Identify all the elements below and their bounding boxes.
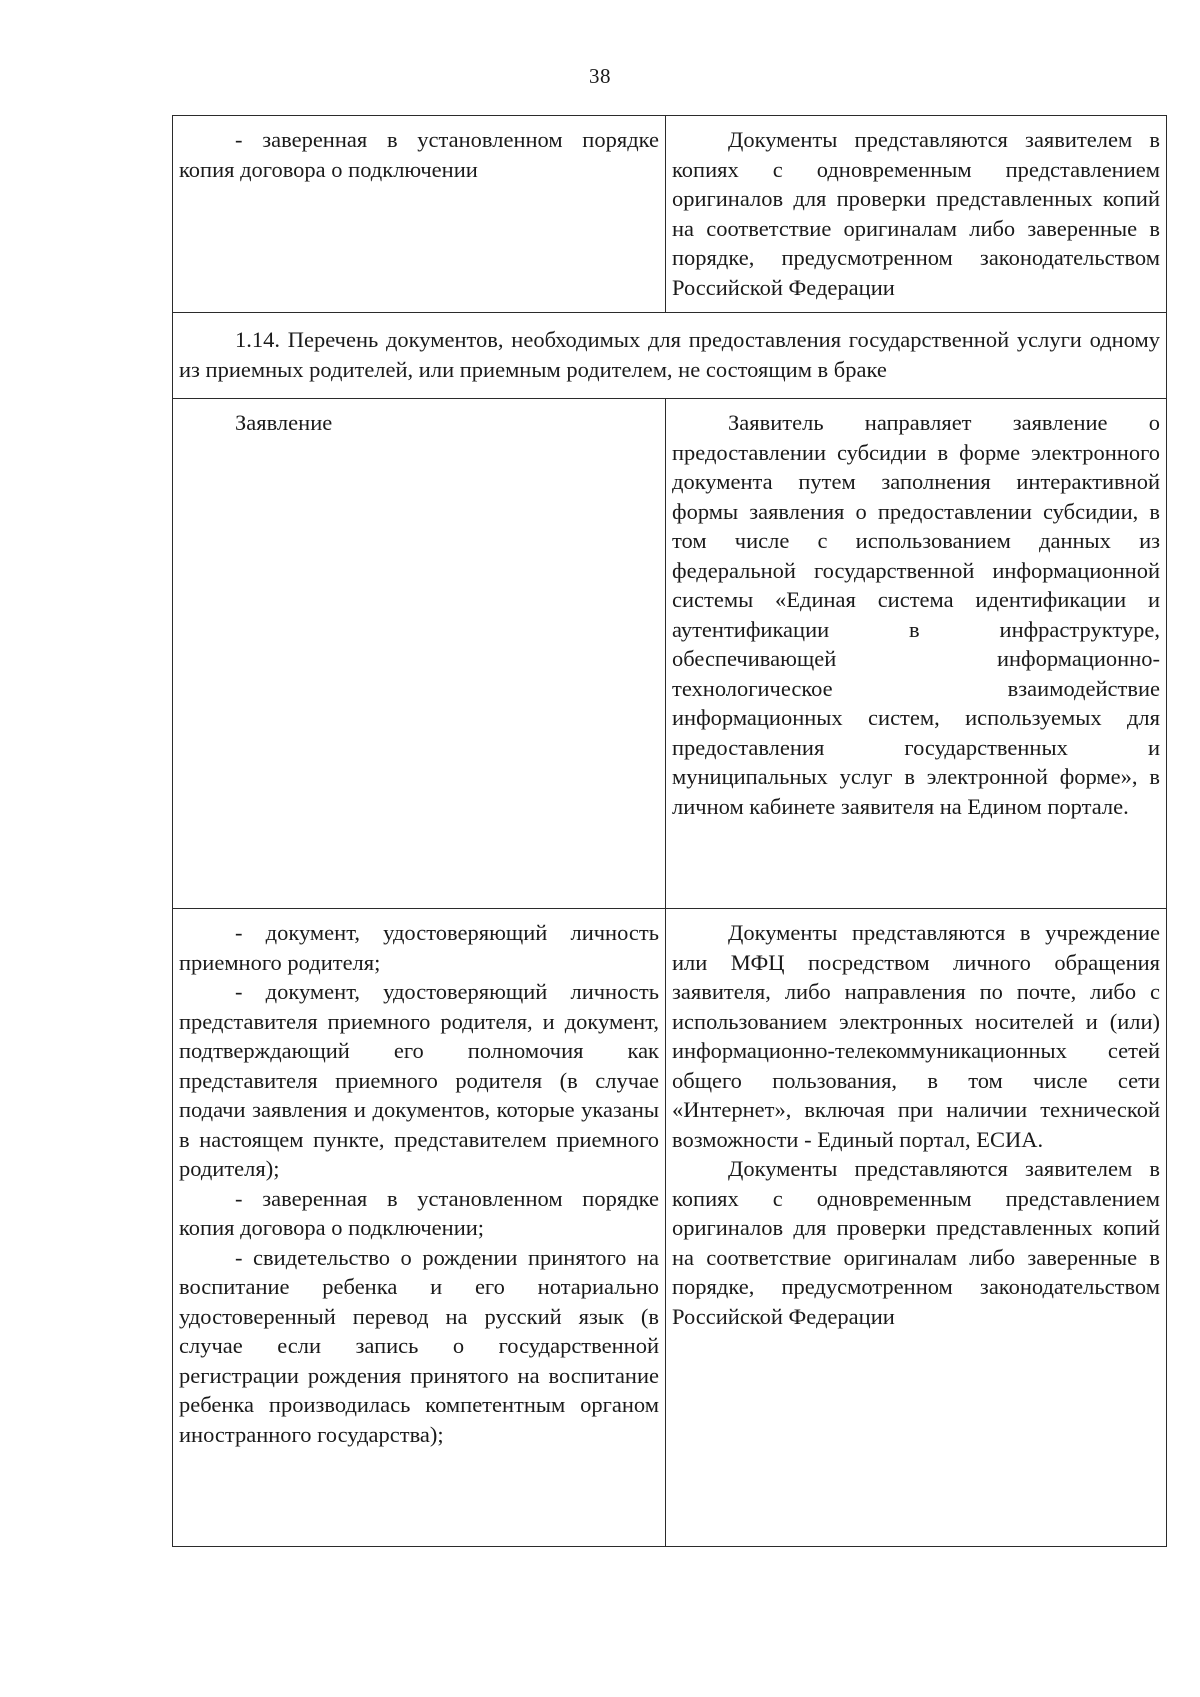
cell-paragraph: - свидетельство о рождении принятого на воспитание ребенка и его нотариально удостоверенный перевод на русский язык (в случае если запись о государственной регистрации рождения принятого на воспитание ребенка производилась компетентным органом иностранного государства); xyxy=(179,1244,659,1447)
table-row xyxy=(173,116,1167,313)
table-cell-right xyxy=(666,399,1167,909)
cell-paragraph: Заявление xyxy=(235,410,333,435)
documents-table xyxy=(172,115,1167,1547)
cell-paragraph: Документы представляются в учреждение или МФЦ посредством личного обращения заявителя, либо направления по почте, либо с использованием электронных носителей и (или) информационно-телекоммуникационных сетей общего пользования, в том числе сети «Интернет», включая при наличии технической возможности - Единый портал, ЕСИА. xyxy=(672,920,1160,1152)
section-heading: 1.14. Перечень документов, необходимых для предоставления государственной услуги одному из приемных родителей, или приемным родителем, не состоящим в браке xyxy=(179,327,1160,382)
table-row xyxy=(173,909,1167,1547)
table-cell-left xyxy=(173,399,666,909)
table-row xyxy=(173,399,1167,909)
cell-paragraph: - документ, удостоверяющий личность приемного родителя; xyxy=(179,920,659,975)
table-cell-full xyxy=(173,313,1167,399)
table-cell-right xyxy=(666,116,1167,313)
table-cell-left xyxy=(173,116,666,313)
cell-paragraph: - заверенная в установленном порядке копия договора о подключении xyxy=(179,127,659,182)
cell-paragraph: - документ, удостоверяющий личность представителя приемного родителя, и документ, подтверждающий его полномочия как представителя приемного родителя (в случае подачи заявления и документов, которые указаны в настоящем пункте, представителем приемного родителя); xyxy=(179,979,659,1181)
cell-paragraph: Документы представляются заявителем в копиях с одновременным представлением оригиналов для проверки представленных копий на соответствие оригиналам либо заверенные в порядке, предусмотренном законодательством Российской Федерации xyxy=(672,127,1160,300)
table-cell-left xyxy=(173,909,666,1547)
page-number: 38 xyxy=(589,64,611,88)
cell-paragraph: Заявитель направляет заявление о предоставлении субсидии в форме электронного документа путем заполнения интерактивной формы заявления о предоставлении субсидии, в том числе с использованием данных из федеральной государственной информационной системы «Единая система идентификации и аутентификации в инфраструктуре, обеспечивающей информационно-технологическое взаимодействие информационных систем, используемых для предоставления государственных и муниципальных услуг в электронной форме», в личном кабинете заявителя на Едином портале. xyxy=(672,410,1160,819)
cell-paragraph: Документы представляются заявителем в копиях с одновременным представлением оригиналов для проверки представленных копий на соответствие оригиналам либо заверенные в порядке, предусмотренном законодательством Российской Федерации xyxy=(672,1156,1160,1329)
table-row-section-heading xyxy=(173,313,1167,399)
table-cell-right xyxy=(666,909,1167,1547)
cell-paragraph: - заверенная в установленном порядке копия договора о подключении; xyxy=(179,1185,659,1240)
